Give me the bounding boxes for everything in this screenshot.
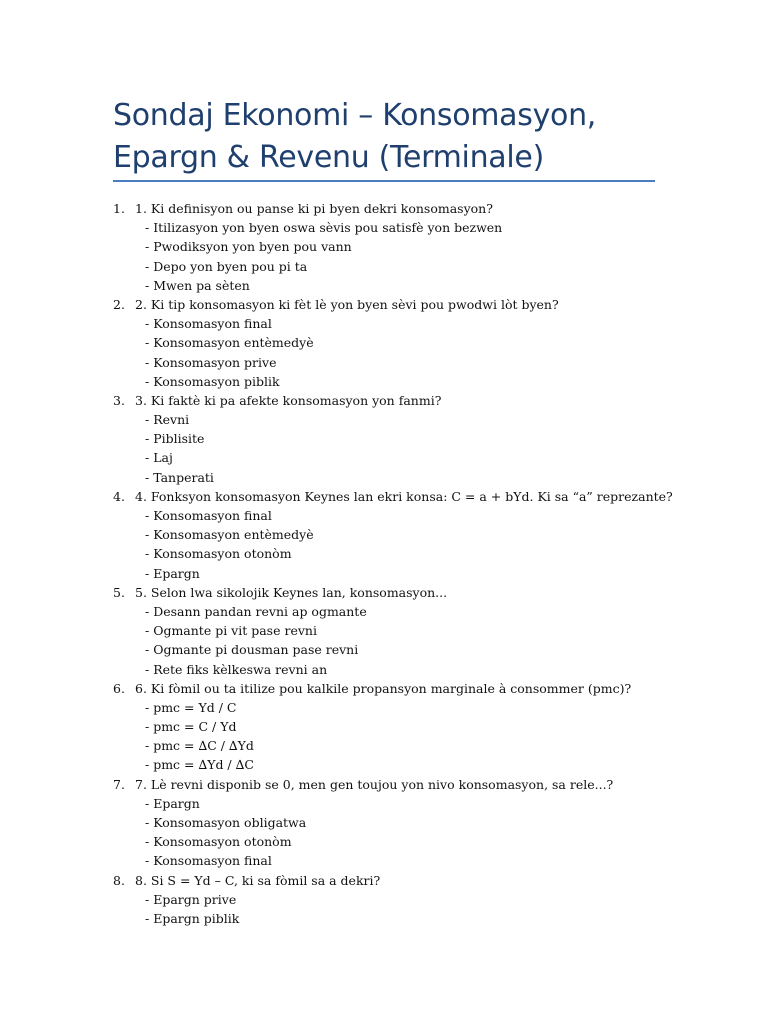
question-number: 1.	[113, 201, 125, 216]
question-8	[0, 871, 768, 929]
question-3	[0, 391, 768, 487]
question-text: 3. Ki faktè ki pa afekte konsomasyon yon fanmi?	[135, 392, 442, 408]
question-number: 6.	[113, 680, 125, 696]
answer-option: - pmc = ∆Yd / ∆C	[145, 757, 254, 773]
answer-option: - Itilizasyon yon byen oswa sèvis pou satisfè yon bezwen	[145, 220, 503, 236]
title-underline	[113, 180, 655, 182]
question-text: 6. Ki fòmil ou ta itilize pou kalkile propansyon marginale à consommer (pmc)?	[135, 680, 632, 696]
question-number: 8.	[113, 872, 125, 888]
question-2	[0, 295, 768, 391]
answer-option: - Pwodiksyon yon byen pou vann	[145, 239, 352, 255]
answer-option: - pmc = Yd / C	[145, 699, 237, 715]
answer-option: - Laj	[145, 450, 173, 466]
question-number: 3.	[113, 392, 125, 408]
answer-option: - pmc = ∆C / ∆Yd	[145, 738, 254, 754]
answer-option: - Epargn prive	[145, 891, 237, 907]
question-text: 8. Si S = Yd – C, ki sa fòmil sa a dekri?	[135, 872, 381, 888]
page-title-line-2: Epargn & Revenu (Terminale)	[113, 140, 544, 175]
answer-option: - Konsomasyon final	[145, 853, 272, 869]
answer-option: - Tanperati	[145, 469, 214, 485]
question-number: 7.	[113, 776, 125, 792]
question-7	[0, 775, 768, 871]
page-title-line-1: Sondaj Ekonomi – Konsomasyon,	[113, 98, 597, 133]
answer-option: - Piblisite	[145, 431, 205, 447]
answer-option: - Epargn	[145, 565, 200, 581]
answer-option: - Epargn piblik	[145, 910, 240, 926]
answer-option: - Konsomasyon otonòm	[145, 546, 292, 562]
answer-option: - Revni	[145, 412, 190, 428]
answer-option: - Desann pandan revni ap ogmante	[145, 603, 367, 619]
question-text: 1. Ki definisyon ou panse ki pi byen dekri konsomasyon?	[135, 201, 493, 216]
answer-option: - Ogmante pi dousman pase revni	[145, 642, 359, 658]
question-text: 4. Fonksyon konsomasyon Keynes lan ekri konsa: C = a + bYd. Ki sa “a” reprezante?	[135, 488, 673, 504]
answer-option: - Konsomasyon entèmedyè	[145, 335, 314, 351]
answer-option: - Epargn	[145, 795, 200, 811]
question-4	[0, 487, 768, 583]
question-5	[0, 583, 768, 679]
answer-option: - Konsomasyon final	[145, 316, 272, 332]
answer-option: - Konsomasyon otonòm	[145, 834, 292, 850]
question-list	[0, 199, 768, 928]
question-number: 5.	[113, 584, 125, 600]
question-1	[0, 199, 768, 295]
answer-option: - Konsomasyon prive	[145, 354, 277, 370]
question-number: 4.	[113, 488, 125, 504]
question-text: 5. Selon lwa sikolojik Keynes lan, konsomasyon...	[135, 584, 448, 600]
question-text: 7. Lè revni disponib se 0, men gen toujou yon nivo konsomasyon, sa rele...?	[135, 776, 614, 792]
answer-option: - Depo yon byen pou pi ta	[145, 258, 308, 274]
answer-option: - Konsomasyon piblik	[145, 373, 280, 389]
answer-option: - Konsomasyon final	[145, 508, 272, 523]
answer-option: - Mwen pa sèten	[145, 277, 250, 293]
page-title	[113, 95, 658, 179]
answer-option: - Ogmante pi vit pase revni	[145, 623, 317, 639]
answer-option: - Rete fiks kèlkeswa revni an	[145, 661, 328, 677]
answer-option: - Konsomasyon entèmedyè	[145, 527, 314, 543]
question-text: 2. Ki tip konsomasyon ki fèt lè yon byen sèvi pou pwodwi lòt byen?	[135, 296, 559, 312]
answer-option: - pmc = C / Yd	[145, 719, 237, 735]
question-6	[0, 679, 768, 775]
question-number: 2.	[113, 296, 125, 312]
answer-option: - Konsomasyon obligatwa	[145, 815, 307, 830]
